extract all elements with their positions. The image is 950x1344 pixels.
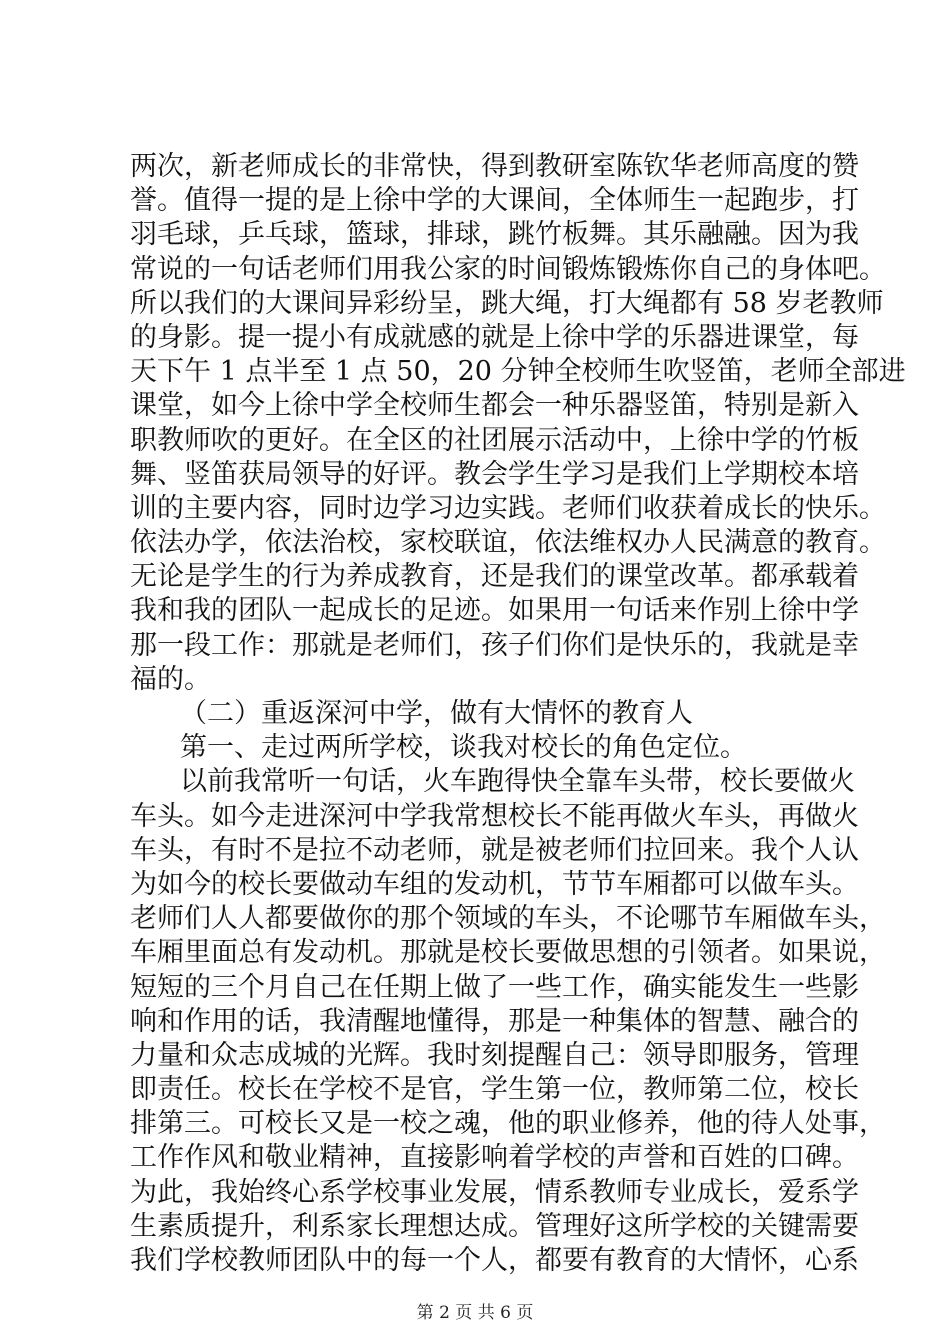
- subsection-heading: 第一、走过两所学校，谈我对校长的角色定位。: [180, 732, 747, 764]
- text-line: 短短的三个月自己在任期上做了一些工作，确实能发生一些影: [130, 971, 859, 1003]
- text-line: 所以我们的大课间异彩纷呈，跳大绳，打大绳都有 58 岁老教师: [130, 287, 884, 319]
- text-line: 训的主要内容，同时边学习边实践。老师们收获着成长的快乐。: [130, 492, 886, 524]
- text-line: 福的。: [130, 663, 211, 695]
- text-line: 力量和众志成城的光辉。我时刻提醒自己：领导即服务，管理: [130, 1039, 859, 1071]
- text-line: 老师们人人都要做你的那个领域的车头，不论哪节车厢做车头，: [130, 903, 886, 935]
- text-line: 响和作用的话，我清醒地懂得，那是一种集体的智慧、融合的: [130, 1005, 859, 1037]
- text-line: 车厢里面总有发动机。那就是校长要做思想的引领者。如果说，: [130, 937, 886, 969]
- text-line: 两次，新老师成长的非常快，得到教研室陈钦华老师高度的赞: [130, 151, 859, 182]
- text-line: 那一段工作：那就是老师们，孩子们你们是快乐的，我就是幸: [130, 629, 859, 661]
- text-line: 排第三。可校长又是一校之魂，他的职业修养，他的待人处事，: [130, 1108, 886, 1140]
- text-line: 职教师吹的更好。在全区的社团展示活动中，上徐中学的竹板: [130, 424, 859, 456]
- text-line: 的身影。提一提小有成就感的就是上徐中学的乐器进课堂，每: [130, 321, 859, 353]
- text-line: 无论是学生的行为养成教育，还是我们的课堂改革。都承载着: [130, 561, 859, 593]
- text-line: 即责任。校长在学校不是官，学生第一位，教师第二位，校长: [130, 1074, 859, 1106]
- text-line: 依法办学，依法治校，家校联谊，依法维权办人民满意的教育。: [130, 527, 886, 559]
- text-line: 车头。如今走进深河中学我常想校长不能再做火车头，再做火: [130, 800, 859, 832]
- page-number-footer: 第 2 页 共 6 页: [416, 1303, 534, 1323]
- text-line: 工作作风和敬业精神，直接影响着学校的声誉和百姓的口碑。: [130, 1142, 859, 1174]
- text-line: 为如今的校长要做动车组的发动机，节节车厢都可以做车头。: [130, 868, 859, 900]
- text-line: 课堂，如今上徐中学全校师生都会一种乐器竖笛，特别是新入: [130, 390, 859, 422]
- document-body: [130, 150, 906, 1278]
- text-line: 为此，我始终心系学校事业发展，情系教师专业成长，爱系学: [130, 1176, 859, 1208]
- section-heading: （二）重返深河中学，做有大情怀的教育人: [180, 698, 693, 729]
- text-line: 生素质提升，利系家长理想达成。管理好这所学校的关键需要: [130, 1210, 859, 1242]
- text-line: 天下午 1 点半至 1 点 50，20 分钟全校师生吹竖笛，老师全部进: [130, 356, 906, 388]
- text-line: 我们学校教师团队中的每一个人，都要有教育的大情怀，心系: [130, 1245, 859, 1276]
- text-line: 我和我的团队一起成长的足迹。如果用一句话来作别上徐中学: [130, 595, 859, 627]
- text-line: 羽毛球，乒乓球，篮球，排球，跳竹板舞。其乐融融。因为我: [130, 219, 859, 251]
- text-line: 常说的一句话老师们用我公家的时间锻炼锻炼你自己的身体吧。: [130, 253, 886, 285]
- text-line: 车头，有时不是拉不动老师，就是被老师们拉回来。我个人认: [130, 834, 859, 866]
- text-line: 誉。值得一提的是上徐中学的大课间，全体师生一起跑步，打: [130, 185, 859, 217]
- text-line: 舞、竖笛获局领导的好评。教会学生学习是我们上学期校本培: [130, 458, 859, 490]
- text-line: 以前我常听一句话，火车跑得快全靠车头带，校长要做火: [180, 766, 855, 798]
